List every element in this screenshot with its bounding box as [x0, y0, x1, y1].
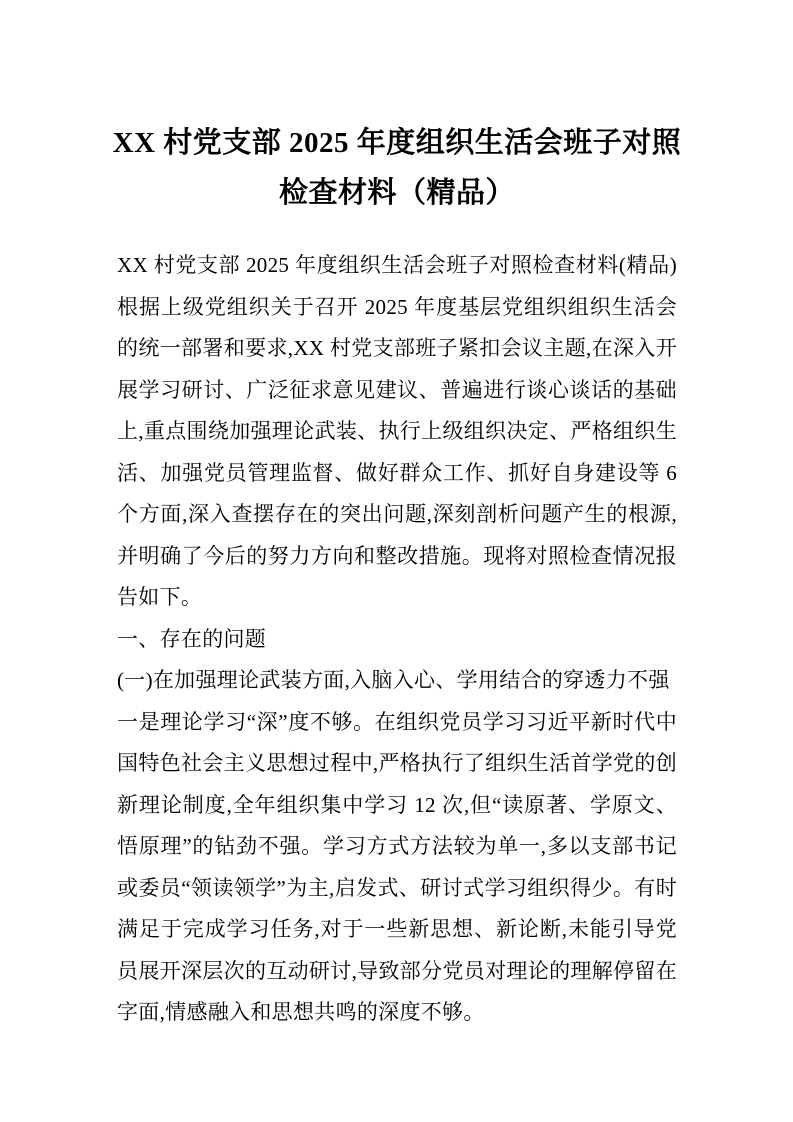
document-title-line-1: XX 村党支部 2025 年度组织生活会班子对照: [112, 127, 682, 159]
document-body: [117, 245, 677, 1034]
document-title: [89, 118, 705, 218]
paragraph-intro: XX 村党支部 2025 年度组织生活会班子对照检查材料(精品)根据上级党组织关于召开 2025 年度基层党组织组织生活会的统一部署和要求,XX 村党支部班子紧扣会议主题,在深入开展学习研讨、广泛征求意见建议、普遍进行谈心谈话的基础上,重点围绕加强理论武装、执行上级组织决定、严格组织生活、加强党员管理监督、做好群众工作、抓好自身建设等 6 个方面,深入查摆存在的突出问题,深刻剖析问题产生的根源,并明确了今后的努力方向和整改措施。现将对照检查情况报告如下。: [117, 253, 677, 609]
paragraph-section-heading-problems: 一、存在的问题: [117, 626, 267, 651]
document-title-line-2: 检查材料（精品）: [278, 177, 515, 209]
paragraph-point-one-theory-study: 一是理论学习“深”度不够。在组织党员学习习近平新时代中国特色社会主义思想过程中,严格执行了组织生活首学党的创新理论制度,全年组织集中学习 12 次,但“读原著、学原文、悟原理”的钻劲不强。学习方式方法较为单一,多以支部书记或委员“领读领学”为主,启发式、研讨式学习组织得少。有时满足于完成学习任务,对于一些新思想、新论断,未能引导党员展开深层次的互动研讨,导致部分党员对理论的理解停留在字面,情感融入和思想共鸣的深度不够。: [117, 709, 677, 1024]
paragraph-subsection-heading-theory-arming: (一)在加强理论武装方面,入脑入心、学用结合的穿透力不强: [117, 668, 670, 692]
